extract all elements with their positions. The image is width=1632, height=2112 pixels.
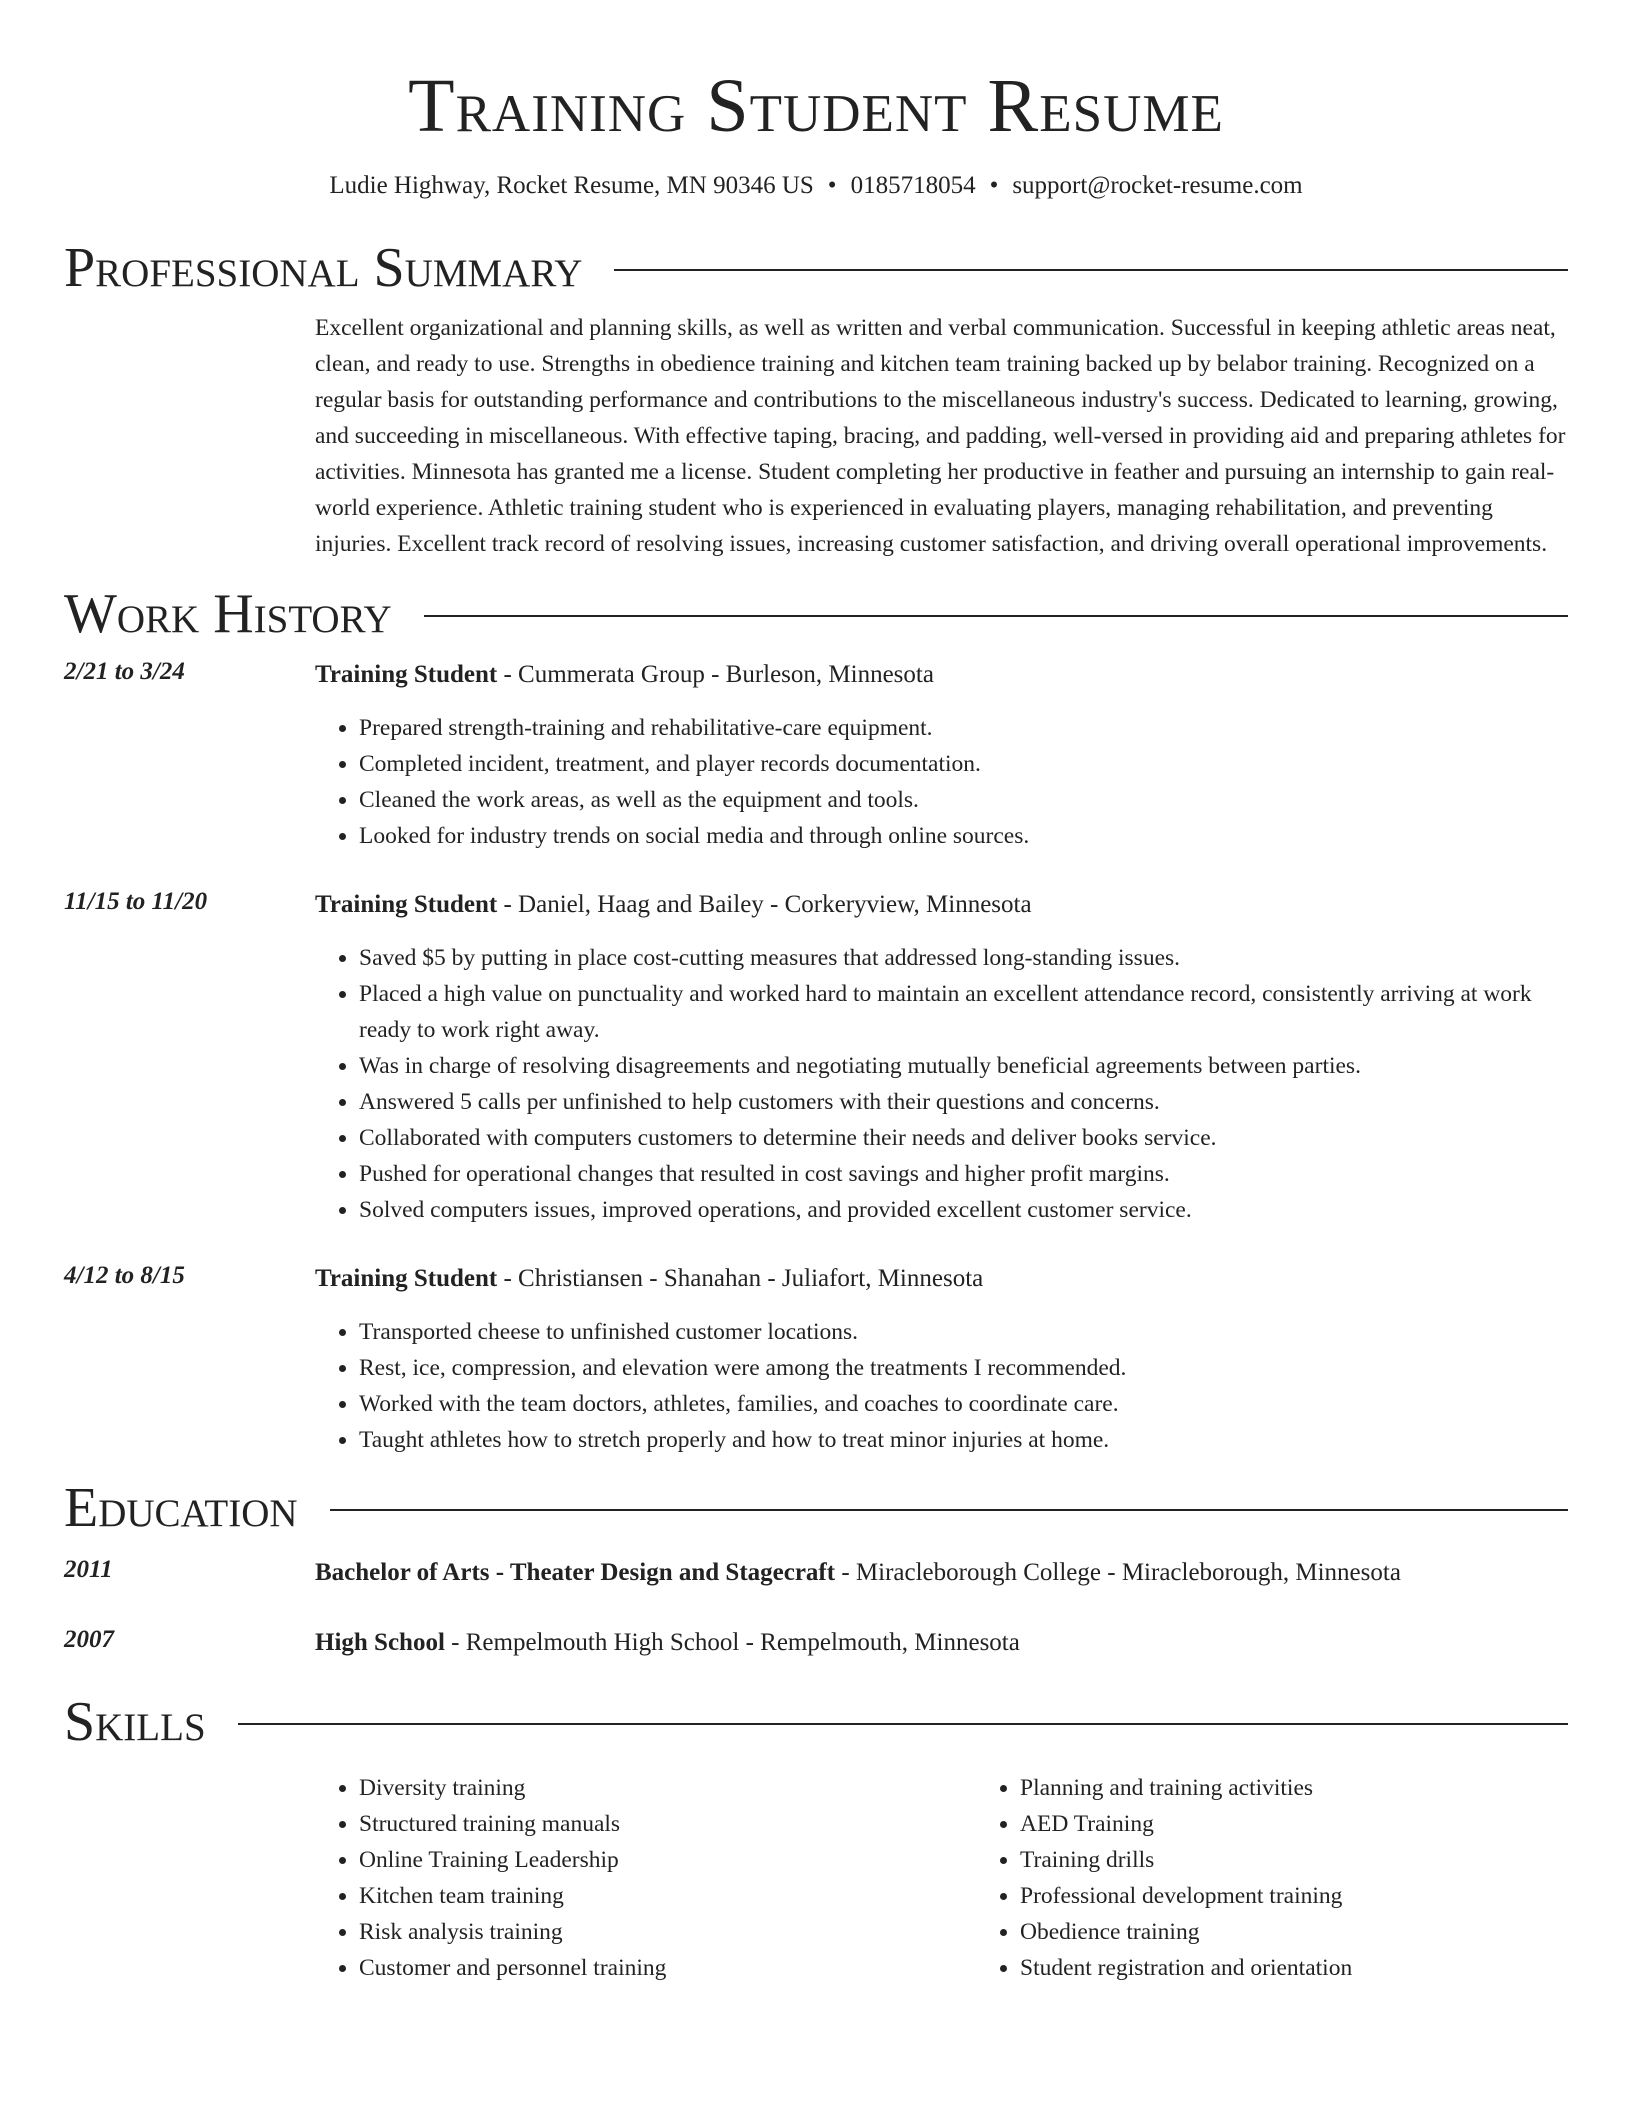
job-header bbox=[315, 658, 1568, 692]
job-bullets bbox=[315, 1314, 1568, 1458]
education-heading: Education bbox=[64, 1477, 298, 1539]
education-degree: Bachelor of Arts - Theater Design and Stagecraft bbox=[315, 1559, 836, 1586]
list-item: • Solved computers issues, improved operations, and provided excellent customer service. bbox=[359, 1192, 1568, 1228]
section-divider bbox=[614, 269, 1568, 271]
job-dates: 2/21 to 3/24 bbox=[64, 658, 185, 685]
list-item: • Student registration and orientation bbox=[1020, 1950, 1632, 1986]
list-item: • Cleaned the work areas, as well as the equipment and tools. bbox=[359, 782, 1568, 818]
list-item: • Taught athletes how to stretch properly and how to treat minor injuries at home. bbox=[359, 1422, 1568, 1458]
job-dates: 4/12 to 8/15 bbox=[64, 1262, 185, 1289]
list-item: • Risk analysis training bbox=[359, 1914, 976, 1950]
work-heading: Work History bbox=[64, 583, 392, 645]
summary-left-spacer bbox=[64, 310, 315, 562]
job-entry bbox=[64, 658, 1568, 854]
job-details: - Christiansen - Shanahan - Juliafort, Minnesota bbox=[497, 1265, 984, 1292]
list-item: • Completed incident, treatment, and player records documentation. bbox=[359, 746, 1568, 782]
skills-section-heading bbox=[64, 1690, 1568, 1754]
skills-left-spacer bbox=[64, 1770, 315, 1986]
education-details: - Miracleborough College - Miracleborough, Minnesota bbox=[835, 1559, 1401, 1586]
job-bullets bbox=[315, 710, 1568, 854]
education-entry bbox=[64, 1556, 1568, 1590]
list-item: • Obedience training bbox=[1020, 1914, 1632, 1950]
list-item: • Looked for industry trends on social media and through online sources. bbox=[359, 818, 1568, 854]
education-degree: High School bbox=[315, 1629, 445, 1656]
contact-email[interactable]: support@rocket-resume.com bbox=[1012, 172, 1303, 199]
list-item: • Collaborated with computers customers to determine their needs and deliver books service. bbox=[359, 1120, 1568, 1156]
skills-list-left bbox=[315, 1770, 976, 1986]
section-divider bbox=[330, 1509, 1568, 1511]
list-item: • Training drills bbox=[1020, 1842, 1632, 1878]
list-item: • Online Training Leadership bbox=[359, 1842, 976, 1878]
summary-section-heading bbox=[64, 236, 1568, 300]
summary-text: Excellent organizational and planning skills, as well as written and verbal communication. Successful in keeping athletic areas neat, clean, and ready to use. Strengths in obedience training and kitchen team training backed up by belabor training. Recognized on a regular basis for outstanding performance and contributions to the miscellaneous industry's success. Dedicated to learning, growing, and succeeding in miscellaneous. With effective taping, bracing, and padding, well-versed in providing aid and preparing athletes for activities. Minnesota has granted me a license. Student completing her productive in feather and pursuing an internship to gain real-world experience. Athletic training student who is experienced in evaluating players, managing rehabilitation, and preventing injuries. Excellent track record of resolving issues, increasing customer satisfaction, and driving overall operational improvements. bbox=[315, 315, 1566, 557]
job-dates: 11/15 to 11/20 bbox=[64, 888, 208, 915]
list-item: • AED Training bbox=[1020, 1806, 1632, 1842]
contact-address: Ludie Highway, Rocket Resume, MN 90346 US bbox=[329, 172, 814, 199]
work-section-heading bbox=[64, 582, 1568, 646]
contact-phone: 0185718054 bbox=[850, 172, 976, 199]
job-header bbox=[315, 1262, 1568, 1296]
job-title: Training Student bbox=[315, 891, 498, 918]
list-item: • Answered 5 calls per unfinished to help customers with their questions and concerns. bbox=[359, 1084, 1568, 1120]
list-item: • Was in charge of resolving disagreements and negotiating mutually beneficial agreements between parties. bbox=[359, 1048, 1568, 1084]
list-item: • Kitchen team training bbox=[359, 1878, 976, 1914]
contact-line bbox=[64, 170, 1568, 202]
resume-title: Training Student Resume bbox=[408, 64, 1224, 148]
education-year: 2007 bbox=[64, 1626, 114, 1653]
skills-list-right bbox=[976, 1770, 1632, 1986]
section-divider bbox=[238, 1723, 1568, 1725]
job-details: - Daniel, Haag and Bailey - Corkeryview, Minnesota bbox=[497, 891, 1032, 918]
job-details: - Cummerata Group - Burleson, Minnesota bbox=[497, 661, 934, 688]
job-entry bbox=[64, 888, 1568, 1228]
section-divider bbox=[424, 615, 1568, 617]
job-bullets bbox=[315, 940, 1568, 1228]
list-item: • Planning and training activities bbox=[1020, 1770, 1632, 1806]
education-header bbox=[315, 1626, 1568, 1660]
list-item: • Rest, ice, compression, and elevation were among the treatments I recommended. bbox=[359, 1350, 1568, 1386]
education-details: - Rempelmouth High School - Rempelmouth, Minnesota bbox=[444, 1629, 1020, 1656]
job-entry bbox=[64, 1262, 1568, 1458]
list-item: • Professional development training bbox=[1020, 1878, 1632, 1914]
list-item: • Structured training manuals bbox=[359, 1806, 976, 1842]
list-item: • Prepared strength-training and rehabilitative-care equipment. bbox=[359, 710, 1568, 746]
summary-heading: Professional Summary bbox=[64, 237, 583, 299]
job-title: Training Student bbox=[315, 661, 498, 688]
skills-row bbox=[64, 1770, 1568, 1986]
list-item: • Worked with the team doctors, athletes, families, and coaches to coordinate care. bbox=[359, 1386, 1568, 1422]
list-item: • Customer and personnel training bbox=[359, 1950, 976, 1986]
contact-separator: • bbox=[827, 172, 837, 199]
summary-row bbox=[64, 310, 1568, 562]
education-section-heading bbox=[64, 1476, 1568, 1540]
list-item: • Pushed for operational changes that resulted in cost savings and higher profit margins. bbox=[359, 1156, 1568, 1192]
job-header bbox=[315, 888, 1568, 922]
list-item: • Diversity training bbox=[359, 1770, 976, 1806]
list-item: • Placed a high value on punctuality and worked hard to maintain an excellent attendance record, consistently arriving at work ready to work right away. bbox=[359, 976, 1568, 1048]
education-year: 2011 bbox=[64, 1556, 113, 1583]
skills-grid bbox=[315, 1770, 1632, 1986]
job-title: Training Student bbox=[315, 1265, 498, 1292]
skills-heading: Skills bbox=[64, 1691, 206, 1753]
contact-separator: • bbox=[989, 172, 999, 199]
list-item: • Transported cheese to unfinished customer locations. bbox=[359, 1314, 1568, 1350]
education-header bbox=[315, 1556, 1568, 1590]
education-entry bbox=[64, 1626, 1568, 1660]
list-item: • Saved $5 by putting in place cost-cutting measures that addressed long-standing issues. bbox=[359, 940, 1568, 976]
